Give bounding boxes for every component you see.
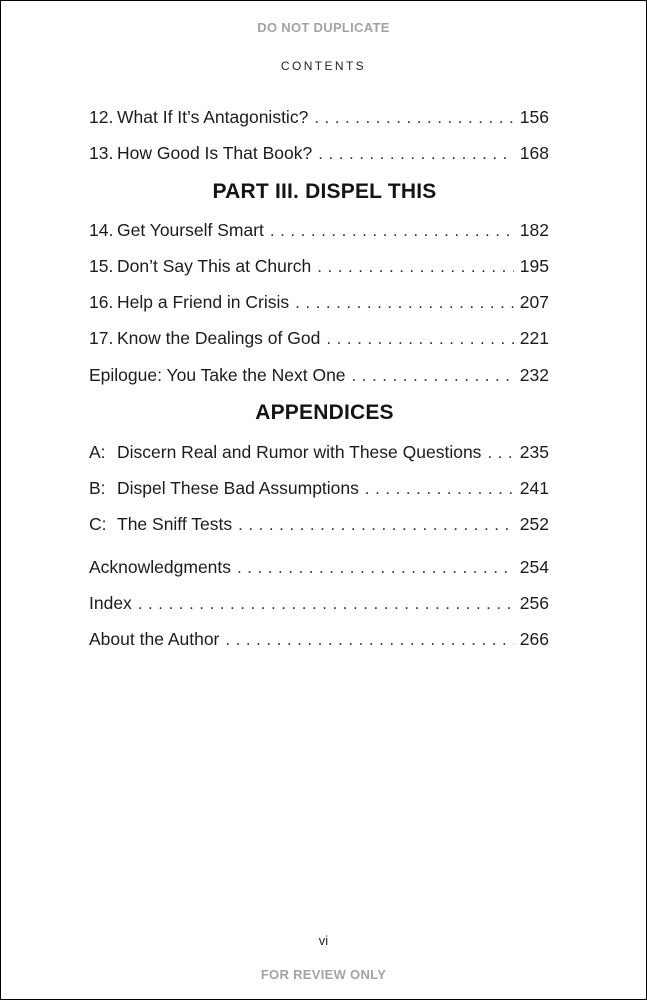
entry-page: 241 [519, 478, 549, 498]
dot-leader [352, 364, 514, 388]
toc-entry [89, 363, 549, 387]
dot-leader [295, 291, 514, 315]
toc-entry [89, 290, 549, 314]
dot-leader [314, 106, 513, 130]
dot-leader [270, 219, 514, 243]
entry-number: 12. [89, 107, 114, 127]
dot-leader [138, 592, 514, 616]
entry-title: Epilogue: You Take the Next One [89, 365, 346, 385]
toc-entry [89, 254, 549, 278]
entry-number: 17. [89, 328, 114, 348]
entry-page: 235 [519, 442, 549, 462]
entry-number: 13. [89, 143, 114, 163]
running-head: CONTENTS [280, 59, 367, 73]
entry-page: 195 [519, 256, 549, 276]
entry-title: Help a Friend in Crisis [117, 292, 290, 312]
entry-page: 156 [519, 107, 549, 127]
dot-leader [365, 477, 514, 501]
entry-title: Don’t Say This at Church [117, 256, 312, 276]
entry-title: How Good Is That Book? [117, 143, 313, 163]
entry-page: 232 [519, 365, 549, 385]
entry-page: 252 [519, 514, 549, 534]
entry-title: What If It’s Antagonistic? [117, 107, 309, 127]
part-heading: PART III. DISPEL THIS [212, 180, 437, 203]
entry-title: Index [89, 593, 132, 613]
toc-entry [89, 555, 549, 579]
entry-title: Discern Real and Rumor with These Questions [117, 442, 482, 462]
entry-page: 168 [519, 143, 549, 163]
entry-title: The Sniff Tests [117, 514, 233, 534]
dot-leader [487, 441, 513, 465]
dot-leader [326, 327, 513, 351]
entry-number: B: [89, 478, 106, 498]
page-number: vi [318, 933, 329, 948]
entry-page: 221 [519, 328, 549, 348]
entry-title: Get Yourself Smart [117, 220, 264, 240]
entry-number: 14. [89, 220, 114, 240]
entry-number: 16. [89, 292, 114, 312]
entry-page: 182 [519, 220, 549, 240]
entry-title: Acknowledgments [89, 557, 232, 577]
toc-entry [89, 627, 549, 651]
entry-number: 15. [89, 256, 114, 276]
toc-entry [89, 218, 549, 242]
entry-page: 256 [519, 593, 549, 613]
entry-page: 266 [519, 629, 549, 649]
toc-entry [89, 476, 549, 500]
entry-number: C: [89, 514, 107, 534]
watermark-top: DO NOT DUPLICATE [257, 20, 390, 35]
toc-entry [89, 141, 549, 165]
entry-title: Know the Dealings of God [117, 328, 321, 348]
toc-entry [89, 440, 549, 464]
dot-leader [317, 255, 514, 279]
appendices-heading: APPENDICES [255, 401, 394, 424]
watermark-bottom: FOR REVIEW ONLY [260, 967, 387, 982]
entry-page: 254 [519, 557, 549, 577]
entry-page: 207 [519, 292, 549, 312]
toc-entry [89, 105, 549, 129]
entry-title: Dispel These Bad Assumptions [117, 478, 359, 498]
dot-leader [225, 628, 513, 652]
dot-leader [238, 513, 514, 537]
entry-number: A: [89, 442, 106, 462]
toc-entry [89, 591, 549, 615]
dot-leader [237, 556, 514, 580]
dot-leader [318, 142, 514, 166]
entry-title: About the Author [89, 629, 220, 649]
toc-entry [89, 512, 549, 536]
toc-entry [89, 326, 549, 350]
